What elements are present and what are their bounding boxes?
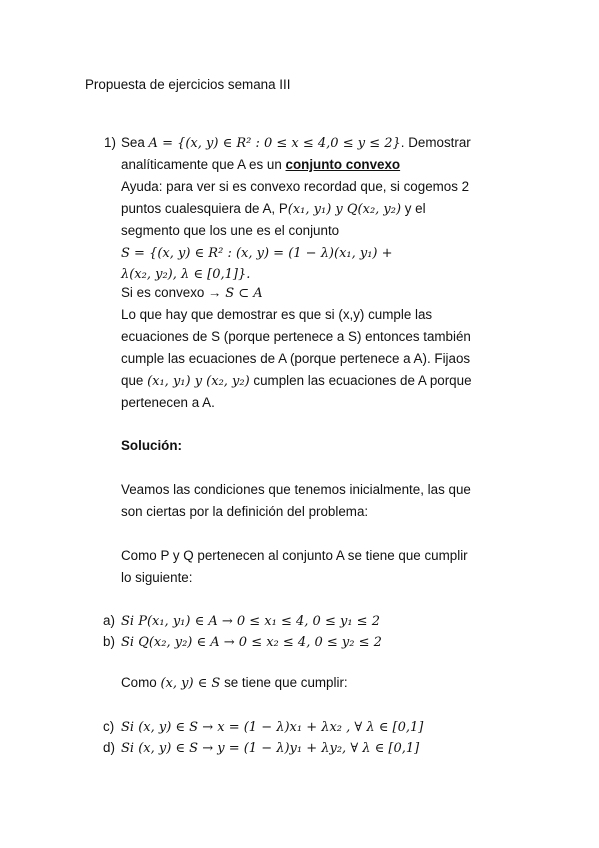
text: que xyxy=(121,373,148,388)
explanation-line-5: pertenecen a A. xyxy=(121,395,215,410)
document-title: Propuesta de ejercicios semana III xyxy=(85,77,291,92)
text: Sea xyxy=(121,135,149,150)
math-point-in-s: (x, y) ∈ S xyxy=(160,676,221,691)
math-set-s-cont: λ(x₂, y₂), λ ∈ [0,1]}. xyxy=(121,267,251,282)
solution-paragraph-2b: lo siguiente: xyxy=(121,570,193,585)
explanation-line-1: Lo que hay que demostrar es que si (x,y) cumple las xyxy=(121,307,433,322)
statement-line-2 xyxy=(121,156,400,174)
condition-c-label: c) xyxy=(103,719,115,734)
hint-line-1: Ayuda: para ver si es convexo recordad que, si cogemos 2 xyxy=(121,179,470,194)
math-set-s-line-1 xyxy=(121,244,393,263)
math-subset: S ⊂ A xyxy=(225,286,263,301)
math-set-a: A = {(x, y) ∈ R² : 0 ≤ x ≤ 4,0 ≤ y ≤ 2} xyxy=(148,136,401,151)
condition-b-label: b) xyxy=(103,634,115,649)
explanation-line-4 xyxy=(121,372,472,391)
condition-d xyxy=(121,739,419,758)
condition-a xyxy=(121,612,380,631)
condition-a-label: a) xyxy=(103,613,115,628)
explanation-line-3: cumple las ecuaciones de A (porque pertenece a A). Fijaos xyxy=(121,351,471,366)
math-condition-b: Si Q(x₂, y₂) ∈ A → 0 ≤ x₂ ≤ 4, 0 ≤ y₂ ≤ 2 xyxy=(121,635,382,650)
text: se tiene que cumplir: xyxy=(220,675,348,690)
condition-c xyxy=(121,718,423,737)
math-points-pair: (x₁, y₁) y (x₂, y₂) xyxy=(147,374,250,389)
solution-paragraph-1b: son ciertas por la definición del problema: xyxy=(121,504,369,519)
hint-line-2 xyxy=(121,200,426,219)
text: puntos cualesquiera de A, P xyxy=(121,201,288,216)
solution-paragraph-1a: Veamos las condiciones que tenemos inicialmente, las que xyxy=(121,482,471,497)
underlined-term: conjunto convexo xyxy=(285,157,401,172)
statement-line-1 xyxy=(121,134,471,153)
explanation-line-2: ecuaciones de S (porque pertenece a S) entonces también xyxy=(121,329,471,344)
convex-condition xyxy=(121,284,263,303)
math-points: (x₁, y₁) y Q(x₂, y₂) xyxy=(287,202,402,217)
solution-heading: Solución: xyxy=(121,438,182,453)
math-condition-c: Si (x, y) ∈ S → x = (1 − λ)x₁ + λx₂ , ∀ λ ∈ [0,1] xyxy=(121,720,424,735)
math-condition-d: Si (x, y) ∈ S → y = (1 − λ)y₁ + λy₂, ∀ λ ∈ [0,1] xyxy=(121,741,420,756)
solution-paragraph-2a: Como P y Q pertenecen al conjunto A se tiene que cumplir xyxy=(121,548,468,563)
solution-paragraph-3 xyxy=(121,674,348,693)
text: analíticamente que A es un xyxy=(121,157,286,172)
math-condition-a: Si P(x₁, y₁) ∈ A → 0 ≤ x₁ ≤ 4, 0 ≤ y₁ ≤ 2 xyxy=(121,614,380,629)
condition-b xyxy=(121,633,382,652)
item-number: 1) xyxy=(104,135,116,150)
text: y el xyxy=(401,201,426,216)
math-set-s: S = {(x, y) ∈ R² : (x, y) = (1 − λ)(x₁, y₁) + xyxy=(121,246,393,261)
text: cumplen las ecuaciones de A porque xyxy=(249,373,472,388)
condition-d-label: d) xyxy=(103,740,115,755)
hint-line-3: segmento que los une es el conjunto xyxy=(121,223,340,238)
text: Como xyxy=(121,675,161,690)
math-set-s-line-2 xyxy=(121,265,250,284)
text: Si es convexo → xyxy=(121,285,226,300)
text: . Demostrar xyxy=(400,135,471,150)
